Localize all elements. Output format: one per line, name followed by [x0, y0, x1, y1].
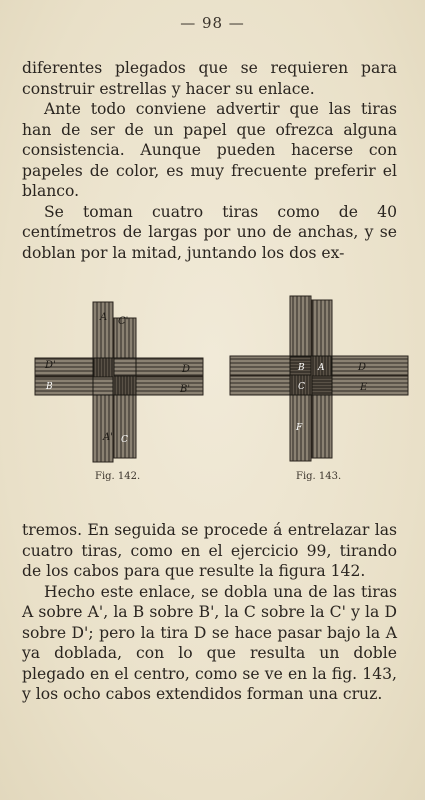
paragraph: tremos. En seguida se procede á entrelazar las cuatro tiras, como en el ejercicio 99, tirando de los cabos para que resulte la figura 142. — [22, 521, 397, 580]
paragraph: Se toman cuatro tiras como de 40 centímetros de largas por uno de anchas, y se doblan por la mitad, juntando los dos ex- — [22, 202, 397, 262]
label-F: F — [296, 423, 303, 433]
label-E: E — [360, 382, 368, 393]
figures-area — [0, 290, 425, 490]
label-C-prime: C' — [118, 316, 129, 327]
text-block-bottom — [22, 520, 397, 705]
label-A-prime: A' — [103, 432, 113, 443]
page-number: — 98 — — [180, 14, 245, 32]
label-B: B — [298, 363, 305, 373]
figure-143-drawing — [230, 296, 408, 461]
label-C: C — [121, 435, 128, 445]
figure-142-drawing — [35, 302, 203, 462]
figure-143-caption: Fig. 143. — [296, 471, 342, 482]
label-A: A — [318, 363, 325, 373]
label-D-prime: D' — [45, 360, 56, 371]
paragraph: Ante todo conviene advertir que las tiras han de ser de un papel que ofrezca alguna consistencia. Aunque pueden hacerse con papeles de color, es muy frecuente preferir el blanco. — [22, 100, 397, 200]
paragraph: Hecho este enlace, se dobla una de las tiras A sobre A', la B sobre B', la C sobre la C' y la D sobre D'; pero la tira D se hace pasar bajo la A ya doblada, con lo que resulta un doble plegado en el centro, como se ve en la fig. 143, y los ocho cabos extendidos forman una cruz. — [22, 582, 397, 703]
label-D: D — [358, 362, 367, 373]
label-B: B — [46, 382, 53, 392]
paragraph: diferentes plegados que se requieren para construir estrellas y hacer su enlace. — [22, 59, 397, 98]
figure-142-caption: Fig. 142. — [95, 471, 141, 482]
figure-illustrations — [0, 290, 425, 490]
label-B-prime: B' — [180, 384, 191, 395]
text-block-top — [22, 58, 397, 263]
label-C: C — [298, 382, 305, 392]
label-D: D — [182, 364, 191, 375]
label-A: A — [100, 312, 108, 323]
